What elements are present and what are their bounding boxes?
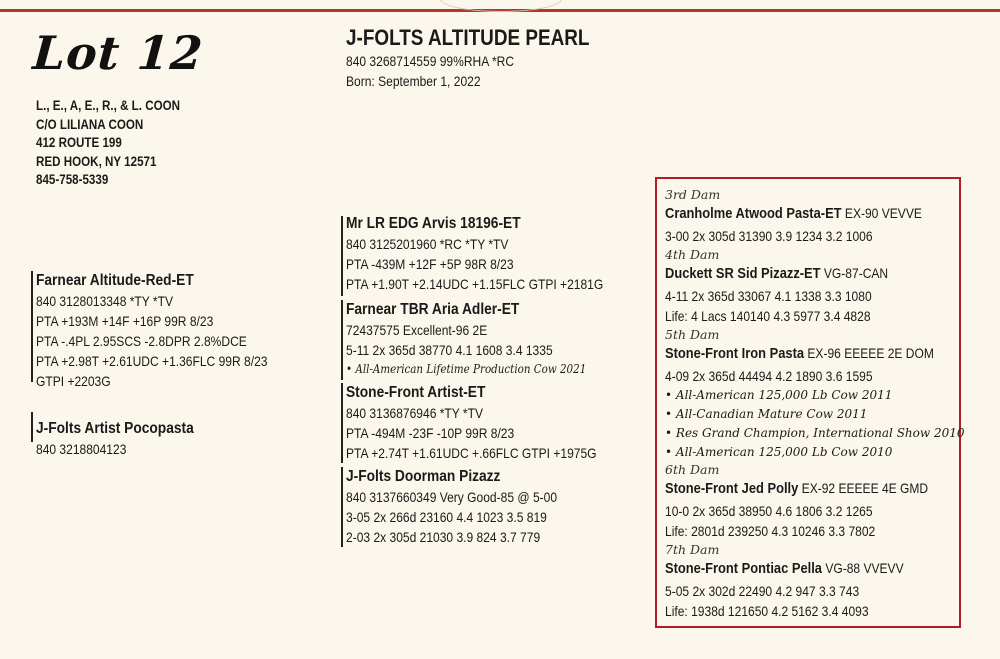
dam-6th-record: 10-0 2x 365d 38950 4.6 1806 3.2 1265 xyxy=(665,503,873,519)
ssire-line: 840 3125201960 *RC *TY *TV xyxy=(346,236,509,252)
sire-line: PTA +2.98T +2.61UDC +1.36FLC 99R 8/23 xyxy=(36,353,268,369)
dam-4th-name xyxy=(665,265,888,283)
sire-line: GTPI +2203G xyxy=(36,373,111,389)
animal-name: J-FOLTS ALTITUDE PEARL xyxy=(346,25,590,50)
sire-name: Farnear Altitude-Red-ET xyxy=(36,272,194,289)
dsire-block xyxy=(346,383,597,463)
ssire-name: Mr LR EDG Arvis 18196-ET xyxy=(346,215,521,232)
dam-4th-name-text: Duckett SR Sid Pizazz-ET xyxy=(665,265,821,282)
dam-label-6th: 6th Dam xyxy=(665,462,720,477)
dam-6th-name xyxy=(665,480,928,498)
sdam-line: 5-11 2x 365d 38770 4.1 1608 3.4 1335 xyxy=(346,342,553,358)
dam-7th-name-text: Stone-Front Pontiac Pella xyxy=(665,560,822,577)
lot-number: Lot 12 xyxy=(31,26,206,80)
animal-registration: 840 3268714559 99%RHA *RC xyxy=(346,53,515,69)
owner-block xyxy=(36,97,180,190)
dsire-bracket xyxy=(341,383,343,463)
sire-line: PTA -.4PL 2.95SCS -2.8DPR 2.8%DCE xyxy=(36,333,247,349)
dam-5th-honor: • All-American 125,000 Lb Cow 2011 xyxy=(665,386,892,405)
dam-6th-lifetime: Life: 2801d 239250 4.3 10246 3.3 7802 xyxy=(665,523,876,539)
ddam-line: 3-05 2x 266d 23160 4.4 1023 3.5 819 xyxy=(346,509,547,525)
dam-3rd-name xyxy=(665,205,922,223)
ssire-bracket xyxy=(341,216,343,296)
ddam-block xyxy=(346,467,557,547)
owner-phone: 845-758-5339 xyxy=(36,172,109,187)
sdam-bracket xyxy=(341,300,343,380)
dam-7th-lifetime: Life: 1938d 121650 4.2 5162 3.4 4093 xyxy=(665,603,869,619)
owner-care-of: C/O LILIANA COON xyxy=(36,116,144,132)
dsire-name: Stone-Front Artist-ET xyxy=(346,384,486,401)
ddam-line: 2-03 2x 305d 21030 3.9 824 3.7 779 xyxy=(346,529,541,545)
sdam-line: 72437575 Excellent-96 2E xyxy=(346,322,488,338)
dam-label-3rd: 3rd Dam xyxy=(665,187,721,202)
sdam-block xyxy=(346,300,586,379)
ddam-line: 840 3137660349 Very Good-85 @ 5-00 xyxy=(346,489,558,505)
dam-4th-record: 4-11 2x 365d 33067 4.1 1338 3.3 1080 xyxy=(665,288,872,304)
sire-bracket xyxy=(31,271,33,382)
dam-7th-record: 5-05 2x 302d 22490 4.2 947 3.3 743 xyxy=(665,583,860,599)
owner-street: 412 ROUTE 199 xyxy=(36,135,122,150)
dam-5th-honor: • All-Canadian Mature Cow 2011 xyxy=(665,405,867,424)
owner-city: RED HOOK, NY 12571 xyxy=(36,153,157,169)
dam-4th-class: VG-87-CAN xyxy=(820,265,889,281)
dam-7th-class: VG-88 VVEVV xyxy=(821,560,904,576)
dam-line: 840 3218804123 xyxy=(36,441,127,457)
dam-6th-name-text: Stone-Front Jed Polly xyxy=(665,480,799,497)
dam-block xyxy=(36,419,194,459)
dam-5th-record: 4-09 2x 365d 44494 4.2 1890 3.6 1595 xyxy=(665,368,873,384)
dam-5th-honor: • Res Grand Champion, International Show 2010 xyxy=(665,424,965,443)
ssire-line: PTA -439M +12F +5P 98R 8/23 xyxy=(346,256,514,272)
animal-born: Born: September 1, 2022 xyxy=(346,73,481,89)
owner-name: L., E., A, E., R., & L. COON xyxy=(36,98,181,113)
dam-bracket xyxy=(31,412,33,442)
dam-name: J-Folts Artist Pocopasta xyxy=(36,420,194,437)
dam-3rd-record: 3-00 2x 305d 31390 3.9 1234 3.2 1006 xyxy=(665,228,873,244)
sire-line: PTA +193M +14F +16P 99R 8/23 xyxy=(36,313,214,329)
sdam-name: Farnear TBR Aria Adler-ET xyxy=(346,301,520,318)
sdam-honor: • All-American Lifetime Production Cow 2021 xyxy=(346,360,586,379)
dam-label-5th: 5th Dam xyxy=(665,327,720,342)
dam-label-4th: 4th Dam xyxy=(665,247,720,262)
ddam-bracket xyxy=(341,467,343,547)
animal-info xyxy=(346,51,514,91)
dam-5th-name xyxy=(665,345,934,363)
dam-3rd-class: EX-90 VEVVE xyxy=(841,205,922,221)
dam-7th-name xyxy=(665,560,904,578)
sire-block xyxy=(36,271,267,391)
dam-label-7th: 7th Dam xyxy=(665,542,720,557)
dam-5th-name-text: Stone-Front Iron Pasta xyxy=(665,345,805,362)
dam-5th-honor: • All-American 125,000 Lb Cow 2010 xyxy=(665,443,892,462)
ssire-line: PTA +1.90T +2.14UDC +1.15FLC GTPI +2181G xyxy=(346,276,604,292)
dam-3rd-name-text: Cranholme Atwood Pasta-ET xyxy=(665,205,842,222)
dam-6th-class: EX-92 EEEEE 4E GMD xyxy=(798,480,929,496)
sire-line: 840 3128013348 *TY *TV xyxy=(36,293,174,309)
dsire-line: PTA -494M -23F -10P 99R 8/23 xyxy=(346,425,515,441)
dam-4th-lifetime: Life: 4 Lacs 140140 4.3 5977 3.4 4828 xyxy=(665,308,871,324)
dam-5th-class: EX-96 EEEEE 2E DOM xyxy=(804,345,934,361)
dsire-line: 840 3136876946 *TY *TV xyxy=(346,405,484,421)
ssire-block xyxy=(346,214,603,294)
ddam-name: J-Folts Doorman Pizazz xyxy=(346,468,501,485)
dsire-line: PTA +2.74T +1.61UDC +.66FLC GTPI +1975G xyxy=(346,445,597,461)
